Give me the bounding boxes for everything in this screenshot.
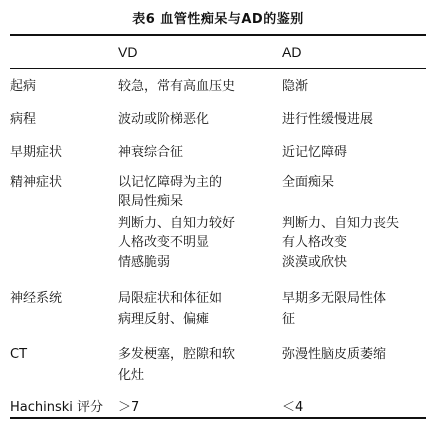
cell-vd-nervous-line: 病理反射、偏瘫	[118, 312, 210, 327]
header-rule	[10, 68, 426, 69]
row-label-onset: 起病	[10, 79, 37, 94]
cell-vd-early-symptoms: 神衰综合征	[118, 145, 184, 160]
cell-vd-mental-line: 以记忆障碍为主的	[118, 175, 223, 190]
cell-vd-course: 波动或阶梯恶化	[118, 112, 210, 127]
cell-vd-hachinski: ＞7	[118, 400, 140, 415]
top-rule	[10, 34, 426, 36]
cell-vd-mental-line: 情感脆弱	[118, 255, 171, 270]
bottom-rule	[10, 417, 426, 419]
table-title: 表6 血管性痴呆与AD的鉴别	[132, 12, 304, 27]
row-label-ct: CT	[10, 347, 28, 362]
cell-ad-mental-line: 判断力、自知力丧失	[282, 216, 400, 231]
cell-ad-early-symptoms: 近记忆障碍	[282, 145, 348, 160]
cell-ad-hachinski: ＜4	[282, 400, 304, 415]
cell-vd-onset: 较急，常有高血压史	[118, 79, 236, 94]
cell-vd-mental-line: 人格改变不明显	[118, 235, 210, 250]
cell-ad-onset: 隐渐	[282, 79, 309, 94]
row-label-nervous-system: 神经系统	[10, 291, 63, 306]
cell-ad-mental-line: 全面痴呆	[282, 175, 335, 190]
cell-ad-nervous-line: 征	[282, 312, 296, 327]
cell-ad-mental-line: 有人格改变	[282, 235, 348, 250]
header-ad: AD	[282, 44, 302, 60]
cell-vd-nervous-line: 局限症状和体征如	[118, 291, 223, 306]
cell-ad-nervous-line: 早期多无限局性体	[282, 291, 387, 306]
row-label-mental-symptoms: 精神症状	[10, 175, 63, 190]
row-label-hachinski-score: Hachinski 评分	[10, 400, 104, 415]
cell-vd-mental-line: 限局性痴呆	[118, 194, 184, 209]
cell-vd-ct-line: 化灶	[118, 368, 145, 383]
header-vd: VD	[118, 44, 138, 60]
row-label-course: 病程	[10, 112, 37, 127]
cell-ad-mental-line: 淡漠或欣快	[282, 255, 348, 270]
cell-vd-mental-line: 判断力、自知力较好	[118, 216, 236, 231]
cell-ad-course: 进行性缓慢进展	[282, 112, 374, 127]
row-label-early-symptoms: 早期症状	[10, 145, 63, 160]
cell-ad-ct: 弥漫性脑皮质萎缩	[282, 347, 387, 362]
cell-vd-ct-line: 多发梗塞，腔隙和软	[118, 347, 236, 362]
